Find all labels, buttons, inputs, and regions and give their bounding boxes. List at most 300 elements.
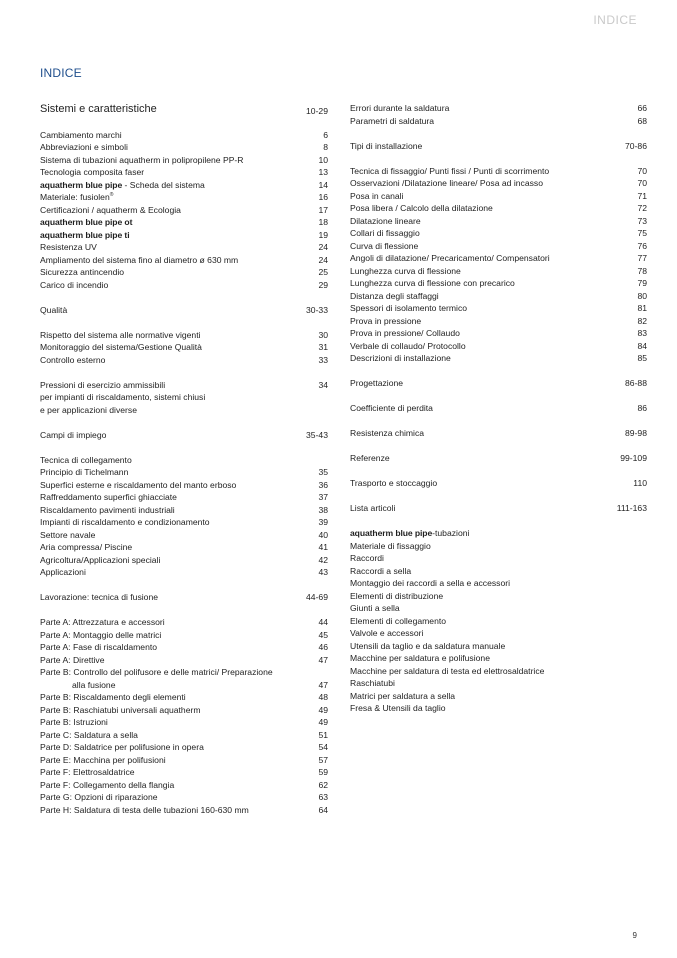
brand-name: aquatherm blue pipe ot [40, 217, 133, 227]
toc-entry[interactable] [350, 640, 647, 653]
toc-entry-text: Parte C: Saldatura a sella [40, 729, 138, 740]
toc-entry-text: Raffreddamento superfici ghiacciate [40, 492, 177, 502]
toc-entry-label [40, 741, 204, 754]
toc-page-number: 49 [318, 717, 328, 727]
toc-entry-label [350, 665, 544, 678]
toc-entry-label [350, 165, 549, 178]
toc-entry[interactable] [350, 665, 647, 678]
toc-entry-text: Errori durante la saldatura [350, 103, 450, 113]
toc-page-number: 45 [318, 629, 328, 640]
toc-entry-text: Superfici esterne e riscaldamento del manto erboso [40, 479, 237, 490]
spacer [40, 579, 328, 592]
toc-entry-label [350, 352, 451, 365]
toc-entry[interactable] [350, 402, 647, 415]
toc-entry[interactable] [40, 566, 328, 579]
toc-entry-text: Parte H: Saldatura di testa delle tubazioni 160-630 mm [40, 804, 249, 815]
toc-entry-label [350, 527, 469, 540]
toc-page-number: 73 [637, 215, 647, 226]
toc-entry-label [40, 554, 160, 567]
toc-page-number: 16 [318, 192, 328, 202]
toc-page-number: 80 [637, 290, 647, 301]
toc-entry-text: e per applicazioni diverse [40, 404, 137, 415]
toc-entry-label [40, 729, 138, 742]
toc-entry-label [40, 241, 97, 254]
toc-entry-label [350, 177, 543, 190]
toc-entry-text: Macchine per saldatura e polifusione [350, 653, 490, 663]
toc-entry-text: Prova in pressione/ Collaudo [350, 328, 460, 338]
toc-entry[interactable] [40, 716, 328, 729]
toc-entry[interactable] [350, 227, 647, 240]
toc-entry-label [40, 516, 210, 529]
toc-entry-text: Verbale di collaudo/ Protocollo [350, 340, 466, 351]
toc-entry-text: Raccordi a sella [350, 565, 412, 576]
toc-entry[interactable] [350, 627, 647, 640]
toc-page-number: 70 [637, 165, 647, 176]
toc-entry-label [350, 652, 490, 665]
toc-page-number: 81 [637, 303, 647, 313]
toc-entry[interactable] [40, 141, 328, 154]
toc-entry-text: Collari di fissaggio [350, 228, 420, 238]
toc-entry-label [350, 565, 411, 578]
spacer [350, 415, 647, 428]
toc-entry[interactable] [40, 229, 328, 242]
toc-entry[interactable] [40, 779, 328, 792]
toc-entry-text: Giunti a sella [350, 603, 400, 613]
spacer [350, 465, 647, 478]
toc-entry[interactable] [40, 466, 328, 479]
toc-entry-label [350, 627, 423, 640]
toc-page-number: 70 [637, 178, 647, 188]
toc-page-number: 29 [318, 279, 328, 290]
toc-page-number: 37 [318, 492, 328, 502]
toc-entry-label [40, 129, 122, 142]
toc-entry-text: Lunghezza curva di flessione con precarico [350, 278, 515, 288]
toc-entry-text: Macchine per saldatura di testa ed elettrosaldatrice [350, 665, 545, 676]
toc-entry-label [350, 190, 404, 203]
toc-entry[interactable] [350, 702, 647, 715]
toc-entry-label [40, 266, 124, 279]
toc-entry-label [350, 377, 403, 390]
toc-entry[interactable] [40, 216, 328, 229]
toc-entry[interactable] [350, 527, 647, 540]
toc-page-number: 13 [318, 167, 328, 177]
brand-name: aquatherm blue pipe [40, 179, 123, 190]
toc-entry-text: Qualità [40, 304, 68, 315]
toc-page-number: 83 [637, 328, 647, 338]
running-header: INDICE [593, 13, 637, 27]
toc-entry-label [350, 602, 400, 615]
spacer [40, 416, 328, 429]
toc-entry[interactable] [350, 315, 647, 328]
toc-entry[interactable] [350, 540, 647, 553]
toc-entry-label [40, 379, 165, 392]
spacer [40, 604, 328, 617]
toc-page-number: 35-43 [306, 429, 328, 440]
toc-entry-text: -tubazioni [432, 528, 470, 538]
toc-section-heading[interactable] [350, 427, 647, 440]
toc-entry-text: Campi di impiego [40, 429, 107, 440]
toc-entry[interactable] [40, 329, 328, 342]
toc-entry-label [40, 166, 144, 179]
toc-page-number: 70-86 [625, 140, 647, 151]
toc-page-number: 84 [637, 340, 647, 351]
toc-entry[interactable] [40, 529, 328, 542]
toc-entry-text: Raccordi [350, 553, 384, 563]
toc-page-number: 89-98 [625, 428, 647, 438]
toc-entry-label [40, 229, 129, 242]
toc-entry[interactable] [40, 641, 328, 654]
toc-entry-text: Settore navale [40, 529, 96, 540]
toc-entry-label [40, 179, 205, 192]
toc-entry[interactable] [350, 215, 647, 228]
toc-entry[interactable] [350, 240, 647, 253]
toc-entry-label [40, 566, 86, 579]
toc-entry[interactable] [40, 479, 328, 492]
toc-page-number: 110 [633, 478, 647, 488]
toc-entry[interactable] [40, 279, 328, 292]
toc-entry-text: Parte E: Macchina per polifusioni [40, 754, 166, 765]
toc-entry-label [350, 215, 421, 228]
toc-entry[interactable] [40, 666, 328, 679]
toc-entry-text: Montaggio dei raccordi a sella e accessori [350, 578, 511, 588]
toc-page-number: 35 [318, 467, 328, 477]
toc-entry-text: Matrici per saldatura a sella [350, 690, 456, 701]
toc-entry-text: Resistenza UV [40, 242, 97, 252]
toc-entry[interactable] [40, 654, 328, 667]
toc-page-number: 86-88 [625, 378, 647, 388]
toc-entry[interactable] [350, 327, 647, 340]
toc-entry[interactable] [40, 254, 328, 267]
toc-section-heading[interactable] [350, 502, 647, 515]
toc-entry-text: Cambiamento marchi [40, 129, 122, 140]
toc-entry[interactable] [40, 341, 328, 354]
toc-entry[interactable] [40, 204, 328, 217]
toc-entry-text: Materiale: fusiolen [40, 192, 110, 202]
toc-page-number: 64 [318, 804, 328, 815]
toc-entry-text: Parte F: Elettrosaldatrice [40, 767, 135, 777]
toc-entry-label [350, 277, 515, 290]
toc-page-number: 72 [637, 203, 647, 213]
spacer [350, 127, 647, 140]
toc-entry-label [40, 654, 104, 667]
toc-entry-label [40, 491, 177, 504]
toc-entry[interactable] [40, 166, 328, 179]
toc-page-number: 14 [318, 179, 328, 190]
toc-entry[interactable] [350, 115, 647, 128]
toc-entry-text: Elementi di collegamento [350, 615, 447, 626]
toc-entry-label [350, 315, 421, 328]
toc-entry-text: Descrizioni di installazione [350, 353, 451, 363]
toc-page-number: 68 [637, 115, 647, 126]
spacer [40, 316, 328, 329]
spacer [40, 291, 328, 304]
toc-page-number: 30-33 [306, 304, 328, 315]
toc-entry-text: Carico di incendio [40, 279, 109, 290]
toc-entry[interactable] [350, 190, 647, 203]
toc-entry[interactable] [350, 652, 647, 665]
toc-entry-text: Parte D: Saldatrice per polifusione in opera [40, 742, 204, 752]
toc-entry-label [350, 690, 455, 703]
toc-entry[interactable] [40, 804, 328, 817]
toc-entry[interactable] [350, 302, 647, 315]
toc-entry-text: Posa libera / Calcolo della dilatazione [350, 203, 493, 213]
toc-page-number: 111-163 [616, 503, 647, 513]
toc-entry-label [350, 640, 505, 653]
toc-entry[interactable] [40, 766, 328, 779]
toc-page-number: 82 [637, 315, 647, 326]
toc-entry[interactable] [350, 340, 647, 353]
toc-entry-text: Tipi di installazione [350, 140, 423, 151]
toc-entry-text: Lista articoli [350, 503, 396, 513]
toc-entry-label [350, 677, 395, 690]
toc-page-number: 86 [637, 403, 647, 413]
toc-entry[interactable] [350, 352, 647, 365]
toc-entry-text: Elementi di distribuzione [350, 590, 444, 601]
toc-section-heading[interactable] [40, 591, 328, 604]
toc-entry-label [350, 540, 431, 553]
toc-page-number: 31 [318, 342, 328, 352]
toc-entry-text: Lavorazione: tecnica di fusione [40, 592, 159, 602]
toc-page-number: 44-69 [306, 592, 328, 602]
spacer [40, 366, 328, 379]
toc-entry-label [40, 404, 137, 417]
toc-entry-label [40, 429, 106, 442]
toc-section-heading[interactable] [40, 429, 328, 442]
toc-entry-label [40, 141, 128, 154]
toc-section-heading[interactable] [40, 102, 328, 116]
toc-entry[interactable] [40, 154, 328, 167]
toc-entry[interactable] [350, 202, 647, 215]
toc-page-number: 24 [318, 242, 328, 252]
toc-entry-label [40, 779, 174, 792]
toc-entry[interactable] [350, 690, 647, 703]
toc-entry-text: Riscaldamento pavimenti industriali [40, 504, 175, 515]
toc-entry-text: Parte B: Controllo del polifusore e delle matrici/ Preparazione [40, 667, 273, 677]
toc-entry[interactable] [350, 265, 647, 278]
toc-entry-label [350, 452, 390, 465]
spacer [350, 515, 647, 528]
toc-entry[interactable] [350, 290, 647, 303]
toc-entry[interactable] [40, 191, 328, 204]
toc-page-number: 85 [637, 353, 647, 363]
toc-entry-text: Principio di Tichelmann [40, 467, 129, 477]
toc-entry-label [40, 791, 158, 804]
toc-entry[interactable] [40, 541, 328, 554]
toc-entry-label [40, 804, 249, 817]
toc-entry-label [350, 290, 439, 303]
toc-entry-label [350, 227, 420, 240]
toc-entry[interactable] [40, 266, 328, 279]
toc-page-number: 6 [323, 129, 328, 140]
toc-entry[interactable] [40, 554, 328, 567]
toc-entry-text: Abbreviazioni e simboli [40, 142, 128, 152]
toc-entry[interactable] [40, 179, 328, 192]
toc-entry-text: Sicurezza antincendio [40, 267, 125, 277]
toc-entry-text: Prova in pressione [350, 315, 422, 326]
toc-entry[interactable] [40, 791, 328, 804]
toc-entry[interactable] [40, 516, 328, 529]
toc-entry[interactable] [350, 602, 647, 615]
toc-entry-label [350, 302, 467, 315]
toc-entry-label [40, 641, 157, 654]
toc-page-number: 17 [318, 204, 328, 215]
toc-page-number: 76 [637, 240, 647, 251]
toc-entry-label [40, 529, 95, 542]
toc-entry-text: Materiale di fissaggio [350, 540, 431, 551]
toc-entry[interactable] [40, 754, 328, 767]
toc-entry[interactable] [350, 477, 647, 490]
toc-entry-label [350, 115, 434, 128]
toc-entry-text: Parte A: Montaggio delle matrici [40, 629, 162, 640]
toc-section-heading[interactable] [350, 452, 647, 465]
toc-entry-text: Parte B: Riscaldamento degli elementi [40, 692, 186, 702]
toc-entry-label [40, 391, 205, 404]
toc-page-number: 25 [318, 267, 328, 277]
toc-entry[interactable] [40, 704, 328, 717]
toc-entry[interactable] [40, 629, 328, 642]
toc-entry[interactable] [350, 277, 647, 290]
toc-page-number: 30 [318, 329, 328, 340]
toc-entry-label [40, 754, 166, 767]
toc-entry-label [40, 479, 236, 492]
toc-entry[interactable] [350, 590, 647, 603]
spacer [350, 490, 647, 503]
toc-entry[interactable] [350, 677, 647, 690]
toc-entry-label [40, 541, 132, 554]
toc-entry-label [350, 427, 424, 440]
toc-page-number: 59 [318, 767, 328, 777]
toc-section-heading[interactable] [350, 140, 647, 153]
toc-entry[interactable] [40, 679, 328, 692]
toc-entry[interactable] [40, 691, 328, 704]
toc-entry[interactable] [40, 241, 328, 254]
toc-entry[interactable] [350, 177, 647, 190]
toc-entry[interactable] [40, 729, 328, 742]
toc-entry[interactable] [40, 404, 328, 417]
toc-entry-text: Curva di flessione [350, 240, 419, 251]
toc-entry-label [350, 102, 449, 115]
toc-section-heading[interactable] [40, 379, 328, 392]
toc-entry-label [40, 504, 175, 517]
spacer [350, 152, 647, 165]
toc-entry[interactable] [40, 454, 328, 467]
toc-right-column [350, 102, 647, 715]
toc-page-number: 47 [318, 654, 328, 665]
spacer [40, 116, 328, 129]
toc-entry[interactable] [350, 102, 647, 115]
toc-entry-text: Dilatazione lineare [350, 215, 421, 226]
toc-entry-text: Parte A: Attrezzatura e accessori [40, 617, 165, 627]
toc-entry-text: Applicazioni [40, 567, 86, 577]
toc-entry[interactable] [40, 616, 328, 629]
toc-entry-label [40, 341, 202, 354]
spacer [350, 365, 647, 378]
toc-entry[interactable] [350, 577, 647, 590]
toc-page-number: 33 [318, 354, 328, 365]
toc-entry-text: Osservazioni /Dilatazione lineare/ Posa ad incasso [350, 178, 543, 188]
toc-entry-text: per impianti di riscaldamento, sistemi chiusi [40, 392, 206, 402]
spacer [40, 441, 328, 454]
toc-entry[interactable] [40, 391, 328, 404]
toc-entry-text: Valvole e accessori [350, 628, 424, 638]
toc-entry-label [350, 477, 437, 490]
toc-entry[interactable] [350, 165, 647, 178]
toc-entry-text: Monitoraggio del sistema/Gestione Qualità [40, 342, 202, 352]
toc-page-number: 43 [318, 567, 328, 577]
toc-entry-label [40, 279, 108, 292]
toc-entry-text: Rispetto del sistema alle normative vigenti [40, 329, 201, 340]
toc-entry-text: Fresa & Utensili da taglio [350, 703, 446, 713]
toc-section-heading[interactable] [350, 377, 647, 390]
toc-entry[interactable] [350, 252, 647, 265]
toc-entry-text: Parte G: Opzioni di riparazione [40, 792, 158, 802]
toc-page-number: 49 [318, 704, 328, 715]
toc-entry[interactable] [350, 565, 647, 578]
toc-entry-text: Spessori di isolamento termico [350, 303, 468, 313]
toc-page-number: 62 [318, 779, 328, 790]
toc-entry[interactable] [40, 741, 328, 754]
toc-entry[interactable] [350, 615, 647, 628]
toc-page-number: 51 [318, 729, 328, 740]
toc-page-number: 54 [318, 742, 328, 752]
toc-entry-label [40, 304, 67, 317]
page-title: INDICE [40, 66, 82, 80]
toc-entry-label [40, 454, 132, 467]
toc-entry[interactable] [40, 129, 328, 142]
toc-entry-text: Parte B: Istruzioni [40, 717, 108, 727]
toc-entry-label [40, 329, 201, 342]
toc-page-number: 34 [318, 379, 328, 390]
toc-entry-text: alla fusione [72, 679, 116, 690]
toc-entry[interactable] [350, 552, 647, 565]
toc-entry-label [40, 679, 115, 692]
toc-entry-text: Resistenza chimica [350, 428, 425, 438]
toc-entry-label [350, 402, 433, 415]
toc-entry-text: Parte B: Raschiatubi universali aquatherm [40, 704, 201, 715]
toc-page-number: 41 [318, 542, 328, 552]
toc-entry-label [350, 252, 550, 265]
toc-page-number: 48 [318, 692, 328, 702]
toc-section-heading[interactable] [40, 304, 328, 317]
toc-page-number: 36 [318, 479, 328, 490]
toc-entry-text: Coefficiente di perdita [350, 403, 433, 413]
toc-page-number: 63 [318, 792, 328, 802]
toc-page-number: 77 [637, 253, 647, 263]
toc-page-number: 18 [318, 217, 328, 227]
toc-entry[interactable] [40, 491, 328, 504]
toc-entry-label [40, 154, 244, 167]
toc-entry[interactable] [40, 354, 328, 367]
toc-entry-text: Tecnica di collegamento [40, 454, 132, 465]
toc-entry-text: Trasporto e stoccaggio [350, 478, 438, 488]
toc-entry-label [40, 629, 161, 642]
toc-entry-text: Tecnologia composita faser [40, 167, 145, 177]
toc-page-number: 47 [318, 679, 328, 690]
toc-entry-text: Referenze [350, 453, 390, 463]
toc-page-number: 19 [318, 229, 328, 240]
toc-entry-label [40, 666, 273, 679]
toc-entry-label [40, 616, 165, 629]
brand-name: aquatherm blue pipe [350, 528, 433, 538]
toc-entry[interactable] [40, 504, 328, 517]
toc-entry-text: Parametri di saldatura [350, 115, 435, 126]
brand-name: aquatherm blue pipe ti [40, 229, 130, 240]
toc-page-number: 79 [637, 278, 647, 288]
toc-entry-text: Agricoltura/Applicazioni speciali [40, 554, 161, 565]
toc-entry-label [350, 265, 461, 278]
spacer [350, 390, 647, 403]
toc-entry-label [40, 254, 238, 267]
